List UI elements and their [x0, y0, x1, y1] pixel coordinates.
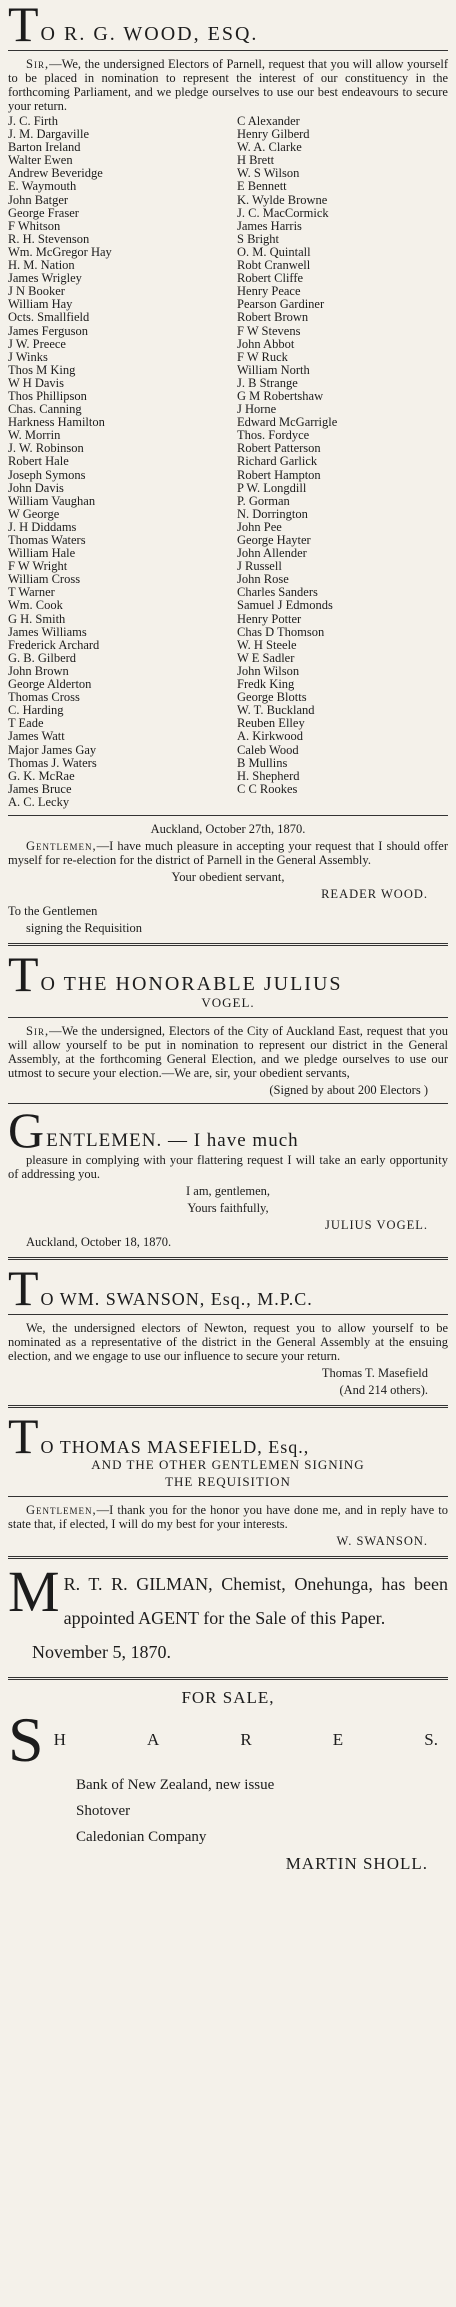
- requisition-text: We, the undersigned electors of Newton, request you to allow yourself to be nominated as a representative of the district in the General Assembly at the ensuing election, and we engage to use our influence to secure your return.: [8, 1320, 448, 1363]
- signatory-name: J. C. Firth: [8, 114, 59, 128]
- signatory-name: Robert Hale: [8, 454, 69, 469]
- section-divider: [8, 1405, 448, 1408]
- drop-cap: T: [8, 1259, 39, 1316]
- signatory-name: John Rose: [237, 572, 289, 587]
- signatory-name: S Bright: [237, 231, 280, 246]
- signatory-name: G. K. McRae: [8, 768, 75, 783]
- signatory-name: Wm. McGregor Hay: [8, 244, 112, 259]
- closing-2: Yours faithfully,: [187, 1200, 269, 1215]
- signatory-name: James Williams: [8, 624, 87, 639]
- signatory-name: J Russell: [237, 559, 282, 574]
- signatory-name: Charles Sanders: [237, 585, 318, 600]
- shares-letter: H: [53, 1729, 66, 1749]
- signatory-name: James Bruce: [8, 781, 72, 796]
- heading-text: O THOMAS MASEFIELD, Esq.,: [40, 1436, 310, 1457]
- signatory-name: W. H Steele: [237, 637, 297, 652]
- signatory-name: W George: [8, 506, 60, 521]
- reply-date: Auckland, October 18, 1870.: [26, 1234, 172, 1249]
- drop-cap: T: [8, 1407, 39, 1464]
- signatory-name: F W Stevens: [237, 323, 301, 338]
- signatory-name: George Alderton: [8, 677, 92, 692]
- signer: Thomas T. Masefield: [321, 1365, 428, 1380]
- divider: [8, 1496, 448, 1497]
- divider: [8, 1017, 448, 1018]
- signatory-name: J. B Strange: [237, 375, 298, 390]
- signatory-name: J Horne: [237, 402, 277, 417]
- signatory-name: F Whitson: [8, 218, 61, 233]
- signatory-name: Henry Potter: [237, 611, 302, 626]
- closing: Your obedient servant,: [171, 869, 285, 884]
- signatory-name: W E Sadler: [237, 650, 295, 665]
- signatory-name: Harkness Hamilton: [8, 415, 105, 430]
- sale-items: [8, 1772, 448, 1850]
- signatory-name: Robert Hampton: [237, 467, 321, 482]
- signature: READER WOOD.: [321, 886, 428, 901]
- drop-cap: T: [8, 0, 39, 52]
- signatory-name: J. M. Dargaville: [8, 127, 90, 142]
- signatory-name: O. M. Quintall: [237, 244, 311, 259]
- shares-letters: [54, 1730, 448, 1750]
- reply-text: Gentlemen,—I have much pleasure in accepting your request that I should offer myself for re-election for the district of Parnell in the General Assembly.: [8, 838, 448, 867]
- heading-sub-1: AND THE OTHER GENTLEMEN SIGNING: [91, 1456, 365, 1472]
- signatory-name: Barton Ireland: [8, 140, 81, 155]
- signatory-name: William Vaughan: [8, 493, 96, 508]
- signatory-name: W. A. Clarke: [237, 140, 302, 155]
- signatory-name: C. Harding: [8, 703, 64, 718]
- signatory-name: Robt Cranwell: [237, 258, 311, 273]
- signatory-name: Thos M King: [8, 362, 76, 377]
- signatory-name: Andrew Beveridge: [8, 166, 103, 181]
- signatory-name: John Pee: [237, 519, 282, 534]
- signatory-name: Octs. Smallfield: [8, 310, 90, 325]
- signatory-name: E Bennett: [237, 179, 287, 194]
- signatory-name: Frederick Archard: [8, 637, 100, 652]
- heading-text: O R. G. WOOD, ESQ.: [40, 23, 259, 45]
- signatory-name: Wm. Cook: [8, 598, 63, 613]
- signatory-name: Chas D Thomson: [237, 624, 325, 639]
- shares-letter: A: [146, 1729, 160, 1749]
- signatory-name: R. H. Stevenson: [8, 231, 90, 246]
- requisition-text: Sir,—We the undersigned, Electors of the City of Auckland East, request that you will allow yourself to be put in nomination to represent our district in the General Assembly, at the forthcoming General Election, and we pledge ourselves to use our utmost to secure your election.—We are, sir, your obedient servants,: [8, 1023, 448, 1080]
- signatory-name: James Wrigley: [8, 271, 82, 286]
- signature: JULIUS VOGEL.: [324, 1217, 428, 1232]
- signatory-name: Pearson Gardiner: [237, 297, 325, 312]
- signatory-name: Henry Gilberd: [237, 127, 310, 142]
- signatory-name: C C Rookes: [237, 781, 298, 796]
- address-line-1: To the Gentlemen: [8, 903, 98, 918]
- signatory-name: Edward McGarrigle: [237, 415, 338, 430]
- swanson-heading: [8, 1259, 448, 1316]
- section-divider: [8, 1257, 448, 1260]
- signatory-name: John Wilson: [237, 663, 300, 678]
- signatory-name: C Alexander: [237, 114, 300, 128]
- signatory-name: T Warner: [8, 585, 55, 600]
- signatory-name: H Brett: [237, 153, 275, 168]
- reply-heading: [8, 1101, 448, 1158]
- heading-sub-2: THE REQUISITION: [165, 1473, 291, 1489]
- drop-cap: T: [8, 945, 39, 1002]
- signatory-name: F W Ruck: [237, 349, 288, 364]
- signatory-name: John Brown: [8, 663, 69, 678]
- signatory-name: James Harris: [237, 218, 302, 233]
- signatory-name: William North: [237, 362, 310, 377]
- signatory-name: George Fraser: [8, 205, 79, 220]
- reply-date: Auckland, October 27th, 1870.: [150, 821, 306, 836]
- masefield-reply: [8, 1407, 448, 1548]
- drop-cap: G: [8, 1101, 45, 1158]
- signatory-name: Walter Ewen: [8, 153, 73, 168]
- wood-requisition: [8, 0, 448, 935]
- signatory-name: Samuel J Edmonds: [237, 598, 333, 613]
- signatory-name: James Watt: [8, 729, 65, 744]
- signatory-name: James Ferguson: [8, 323, 88, 338]
- signatories-left: [8, 115, 219, 809]
- section-divider: [8, 1556, 448, 1559]
- signatory-name: Richard Garlick: [237, 454, 318, 469]
- closing-1: I am, gentlemen,: [186, 1183, 270, 1198]
- signatory-name: W. Morrin: [8, 428, 61, 443]
- reply-text: pleasure in complying with your flattering request I will take an early opportunity of addressing you.: [8, 1152, 448, 1181]
- signatory-name: John Abbot: [237, 336, 295, 351]
- signatory-name: K. Wylde Browne: [237, 192, 328, 207]
- requisition-text: Sir,—We, the undersigned Electors of Parnell, request that you will allow yourself to be placed in nomination to represent the interest of our constituency in the forthcoming Parliament, and we pledge ourselves to use our best endeavours to secure your return.: [8, 57, 448, 113]
- signatory-name: J. C. MacCormick: [237, 205, 329, 220]
- signatory-name: F W Wright: [8, 559, 68, 574]
- notice-date: November 5, 1870.: [32, 1641, 171, 1662]
- signatories: [8, 115, 448, 809]
- signatory-name: W H Davis: [8, 375, 65, 390]
- signatory-name: John Allender: [237, 546, 307, 561]
- gilman-notice: [8, 1558, 448, 1669]
- signatory-name: B Mullins: [237, 755, 288, 770]
- signatory-name: P. Gorman: [237, 493, 290, 508]
- signatory-name: J. H Diddams: [8, 519, 77, 534]
- section-divider: [8, 943, 448, 946]
- signatory-name: Robert Patterson: [237, 441, 321, 456]
- signatory-name: J N Booker: [8, 284, 65, 299]
- signatory-name: J W. Preece: [8, 336, 66, 351]
- signatory-name: E. Waymouth: [8, 179, 77, 194]
- signatory-name: Major James Gay: [8, 742, 97, 757]
- divider: [8, 1314, 448, 1315]
- signatory-name: Thos Phillipson: [8, 388, 87, 403]
- sale-item: Shotover: [76, 1802, 131, 1819]
- signatory-name: Reuben Elley: [237, 716, 305, 731]
- signatory-name: John Batger: [8, 192, 69, 207]
- signatory-name: William Hale: [8, 546, 76, 561]
- shares-letter: R: [240, 1729, 252, 1749]
- heading-text: O THE HONORABLE JULIUS: [40, 972, 343, 995]
- signatory-name: W. T. Buckland: [237, 703, 315, 718]
- signatory-name: George Blotts: [237, 690, 307, 705]
- signatory-name: Caleb Wood: [237, 742, 299, 757]
- heading-sub: VOGEL.: [201, 994, 255, 1010]
- signatory-name: A. Kirkwood: [237, 729, 303, 744]
- drop-cap: M: [8, 1558, 60, 1624]
- shares-letter: E: [332, 1729, 344, 1749]
- signatory-name: T Eade: [8, 716, 44, 731]
- drop-cap: S: [8, 1703, 44, 1775]
- address-line-2: signing the Requisition: [26, 920, 142, 935]
- divider: [8, 50, 448, 51]
- signatory-name: N. Dorrington: [237, 506, 308, 521]
- signatory-name: Chas. Canning: [8, 402, 82, 417]
- signatory-name: Robert Cliffe: [237, 271, 304, 286]
- signature: W. SWANSON.: [336, 1533, 428, 1548]
- signatory-name: G H. Smith: [8, 611, 66, 626]
- signatory-name: Thos. Fordyce: [237, 428, 310, 443]
- sale-item: Bank of New Zealand, new issue: [76, 1776, 275, 1793]
- signatory-name: William Cross: [8, 572, 81, 587]
- signatory-name: Joseph Symons: [8, 467, 86, 482]
- signatory-name: J Winks: [8, 349, 48, 364]
- reply-heading-text: ENTLEMEN. — I have much: [46, 1129, 299, 1151]
- divider: [8, 1103, 448, 1104]
- signatory-name: H. M. Nation: [8, 258, 75, 273]
- signatories-right: [219, 115, 448, 809]
- signatory-name: Fredk King: [237, 677, 295, 692]
- signatory-name: W. S Wilson: [237, 166, 300, 181]
- notice-text: M R. T. R. GILMAN, Chemist, Onehunga, has been appointed AGENT for the Sale of this Paper.: [8, 1558, 448, 1628]
- signatory-name: William Hay: [8, 297, 73, 312]
- signatory-name: John Davis: [8, 480, 64, 495]
- newspaper-column: [8, 0, 448, 1874]
- signatory-name: Thomas Waters: [8, 533, 86, 547]
- signatory-name: Robert Brown: [237, 310, 309, 325]
- vogel-requisition: [8, 945, 448, 1249]
- others-note: (And 214 others).: [339, 1382, 428, 1397]
- sale-item: Caledonian Company: [76, 1828, 207, 1845]
- reply-text: Gentlemen,—I thank you for the honor you have done me, and in reply have to state that, if elected, I will do my best for your interests.: [8, 1502, 448, 1531]
- heading-text: O WM. SWANSON, Esq., M.P.C.: [40, 1288, 313, 1309]
- shares-letter: S.: [424, 1729, 438, 1749]
- signatory-name: Thomas J. Waters: [8, 755, 97, 770]
- signature: MARTIN SHOLL.: [285, 1853, 428, 1873]
- signatory-name: P W. Longdill: [237, 480, 307, 495]
- signatory-name: G M Robertshaw: [237, 388, 324, 403]
- signed-note: (Signed by about 200 Electors ): [269, 1082, 428, 1097]
- divider: [8, 815, 448, 816]
- section-divider: [8, 1677, 448, 1680]
- shares-heading: [8, 1703, 448, 1775]
- signatory-name: George Hayter: [237, 533, 311, 547]
- signatory-name: G. B. Gilberd: [8, 650, 77, 665]
- signatory-name: Henry Peace: [237, 284, 301, 299]
- signatory-name: A. C. Lecky: [8, 794, 70, 809]
- signatory-name: J. W. Robinson: [8, 441, 84, 456]
- signatory-name: Thomas Cross: [8, 690, 80, 705]
- shares-for-sale: [8, 1688, 448, 1874]
- wood-heading: [8, 0, 448, 52]
- signatory-name: H. Shepherd: [237, 768, 300, 783]
- swanson-requisition: [8, 1259, 448, 1397]
- sale-heading: FOR SALE,: [181, 1687, 275, 1707]
